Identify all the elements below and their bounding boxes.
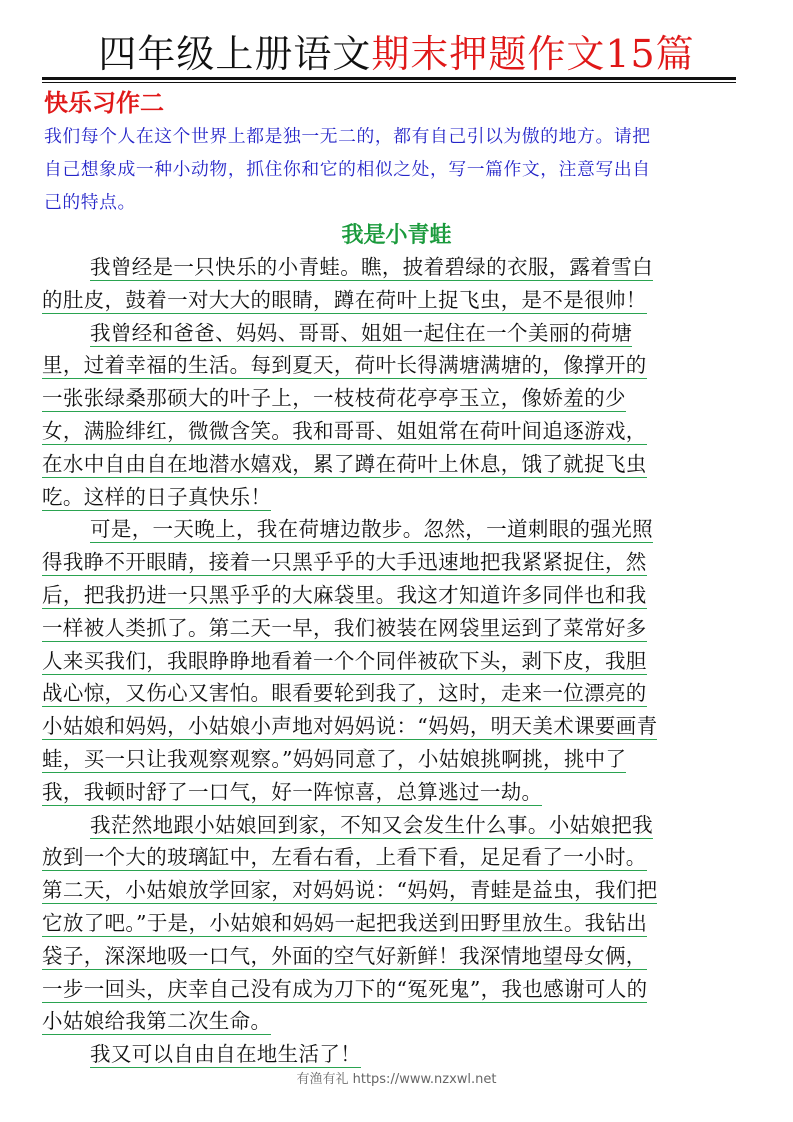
- essay-line-text: 一样被人类抓了。第二天一早，我们被装在网袋里运到了菜常好多: [42, 615, 647, 640]
- essay-line-text: 里，过着幸福的生活。每到夏天，荷叶长得满塘满塘的，像撑开的: [42, 353, 647, 378]
- essay-line-text: 一张张绿桑那硕大的叶子上，一枝枝荷花亭亭玉立，像娇羞的少: [42, 386, 626, 411]
- essay-line: [42, 613, 750, 646]
- essay-line: [42, 810, 750, 843]
- essay-line: [42, 318, 750, 351]
- essay-paragraph: [42, 810, 750, 1040]
- essay-line-text: 它放了吧。”于是，小姑娘和妈妈一起把我送到田野里放生。我钻出: [42, 910, 648, 935]
- essay-line-text: 小姑娘给我第二次生命。: [42, 1009, 272, 1034]
- essay-line-text: 袋子，深深地吸一口气，外面的空气好新鲜！我深情地望母女俩，: [42, 943, 647, 968]
- essay-line: [42, 449, 750, 482]
- essay-line-text: 我又可以自由自在地生活了！: [90, 1042, 362, 1067]
- header-rule-thin: [42, 82, 736, 83]
- page-header: [0, 30, 793, 78]
- essay-line: [42, 777, 750, 810]
- essay-line: [42, 580, 750, 613]
- essay-paragraph: [42, 1039, 750, 1072]
- essay-line-text: 放到一个大的玻璃缸中，左看右看，上看下看，足足看了一小时。: [42, 845, 647, 870]
- header-title-highlight: 期末押题作文15篇: [371, 32, 695, 76]
- essay-line-text: 一步一回头，庆幸自己没有成为刀下的“冤死鬼”，我也感谢可人的: [42, 976, 648, 1001]
- essay-line: [42, 285, 750, 318]
- essay-line-text: 战心惊，又伤心又害怕。眼看要轮到我了，这时，走来一位漂亮的: [42, 681, 647, 706]
- essay-line-text: 可是，一天晚上，我在荷塘边散步。忽然，一道刺眼的强光照: [90, 517, 653, 542]
- essay-line: [42, 1039, 750, 1072]
- essay-line-text: 我曾经是一只快乐的小青蛙。瞧，披着碧绿的衣服，露着雪白: [90, 255, 653, 279]
- essay-paragraph: [42, 252, 750, 318]
- writing-prompt: [44, 120, 749, 219]
- footer-watermark: 有渔有礼 https://www.nzxwl.net: [296, 1072, 497, 1087]
- essay-body: [42, 252, 750, 1072]
- essay-line-text: 吃。这样的日子真快乐！: [42, 484, 272, 509]
- essay-line: [42, 711, 750, 744]
- essay-line-text: 小姑娘和妈妈，小姑娘小声地对妈妈说：“妈妈，明天美术课要画青: [42, 714, 658, 739]
- essay-line-text: 在水中自由自在地潜水嬉戏，累了蹲在荷叶上休息，饿了就捉飞虫: [42, 451, 647, 476]
- prompt-line: 我们每个人在这个世界上都是独一无二的，都有自己引以为傲的地方。请把: [44, 126, 651, 147]
- essay-line-text: 我曾经和爸爸、妈妈、哥哥、姐姐一起住在一个美丽的荷塘: [90, 320, 633, 345]
- section-title: 快乐习作二: [44, 89, 164, 117]
- essay-line: [42, 383, 750, 416]
- essay-line: [42, 678, 750, 711]
- essay-line-text: 人来买我们，我眼睁睁地看着一个个同伴被砍下头，剥下皮，我胆: [42, 648, 647, 673]
- essay-line: [42, 350, 750, 383]
- essay-line-text: 蛙，买一只让我观察观察。”妈妈同意了，小姑娘挑啊挑，挑中了: [42, 746, 627, 771]
- essay-line-text: 后，把我扔进一只黑乎乎的大麻袋里。我这才知道许多同伴也和我: [42, 582, 647, 607]
- essay-line: [42, 646, 750, 679]
- header-rule-thick: [42, 77, 736, 80]
- essay-line: [42, 941, 750, 974]
- essay-line: [42, 482, 750, 515]
- essay-paragraph: [42, 318, 750, 515]
- essay-paragraph: [42, 514, 750, 809]
- essay-line-text: 得我睁不开眼睛，接着一只黑乎乎的大手迅速地把我紧紧捉住，然: [42, 550, 647, 575]
- essay-line: [42, 514, 750, 547]
- essay-line-text: 我茫然地跟小姑娘回到家，不知又会发生什么事。小姑娘把我: [90, 812, 653, 837]
- essay-line-text: 第二天，小姑娘放学回家，对妈妈说：“妈妈，青蛙是益虫，我们把: [42, 878, 658, 903]
- prompt-line: 自己想象成一种小动物，抓住你和它的相似之处，写一篇作文，注意写出自: [44, 159, 651, 180]
- essay-line: [42, 416, 750, 449]
- essay-line-text: 的肚皮，鼓着一对大大的眼睛，蹲在荷叶上捉飞虫，是不是很帅！: [42, 287, 647, 312]
- essay-line: [42, 842, 750, 875]
- essay-line: [42, 875, 750, 908]
- essay-line: [42, 974, 750, 1007]
- essay-line: [42, 547, 750, 580]
- essay-line: [42, 744, 750, 777]
- essay-line: [42, 1006, 750, 1039]
- essay-line-text: 女，满脸绯红，微微含笑。我和哥哥、姐姐常在荷叶间追逐游戏，: [42, 418, 647, 443]
- prompt-line: 己的特点。: [44, 192, 136, 213]
- essay-line: [42, 252, 750, 285]
- essay-line: [42, 908, 750, 941]
- essay-line-text: 我，我顿时舒了一口气，好一阵惊喜，总算逃过一劫。: [42, 779, 543, 804]
- header-title-main: 四年级上册语文: [98, 32, 372, 76]
- essay-title: 我是小青蛙: [341, 222, 452, 248]
